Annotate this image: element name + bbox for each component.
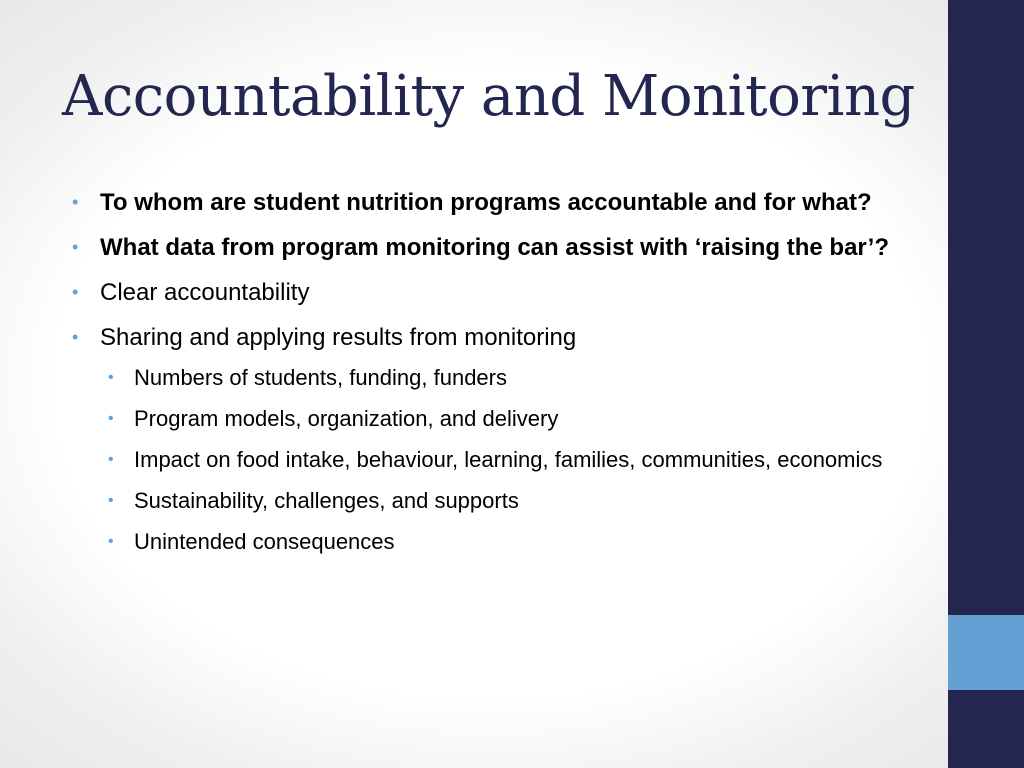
sub-bullet-list	[100, 360, 912, 559]
bullet-list	[72, 184, 912, 567]
sub-bullet-text: Impact on food intake, behaviour, learning, families, communities, economics	[134, 447, 883, 472]
slide-title: Accountability and Monitoring	[62, 64, 915, 129]
bullet-icon: •	[72, 282, 79, 302]
sub-bullet-text: Sustainability, challenges, and supports	[134, 488, 519, 513]
bullet-icon: •	[72, 237, 79, 257]
sub-bullet-item	[100, 483, 912, 518]
sub-bullet-text: Program models, organization, and delivery	[134, 406, 559, 431]
sub-bullet-icon: •	[108, 410, 114, 427]
sub-bullet-text: Numbers of students, funding, funders	[134, 365, 507, 390]
bullet-icon: •	[72, 327, 79, 347]
bullet-text: Sharing and applying results from monitoring	[100, 324, 577, 351]
bullet-item	[72, 184, 912, 221]
bullet-text: What data from program monitoring can assist with ‘raising the bar’?	[100, 234, 889, 261]
bullet-text: To whom are student nutrition programs accountable and for what?	[100, 189, 872, 216]
sub-bullet-icon: •	[108, 533, 114, 550]
sub-bullet-item	[100, 524, 912, 559]
sub-bullet-item	[100, 401, 912, 436]
sub-bullet-item	[100, 360, 912, 395]
bullet-text: Clear accountability	[100, 279, 310, 306]
side-accent-block	[948, 615, 1024, 690]
bullet-item	[72, 229, 912, 266]
sub-bullet-text: Unintended consequences	[134, 529, 395, 554]
sub-bullet-icon: •	[108, 369, 114, 386]
bullet-item	[72, 274, 912, 311]
sub-bullet-icon: •	[108, 451, 114, 468]
bullet-icon: •	[72, 192, 79, 212]
sub-bullet-icon: •	[108, 492, 114, 509]
bullet-item	[72, 319, 912, 559]
sub-bullet-item	[100, 442, 912, 477]
